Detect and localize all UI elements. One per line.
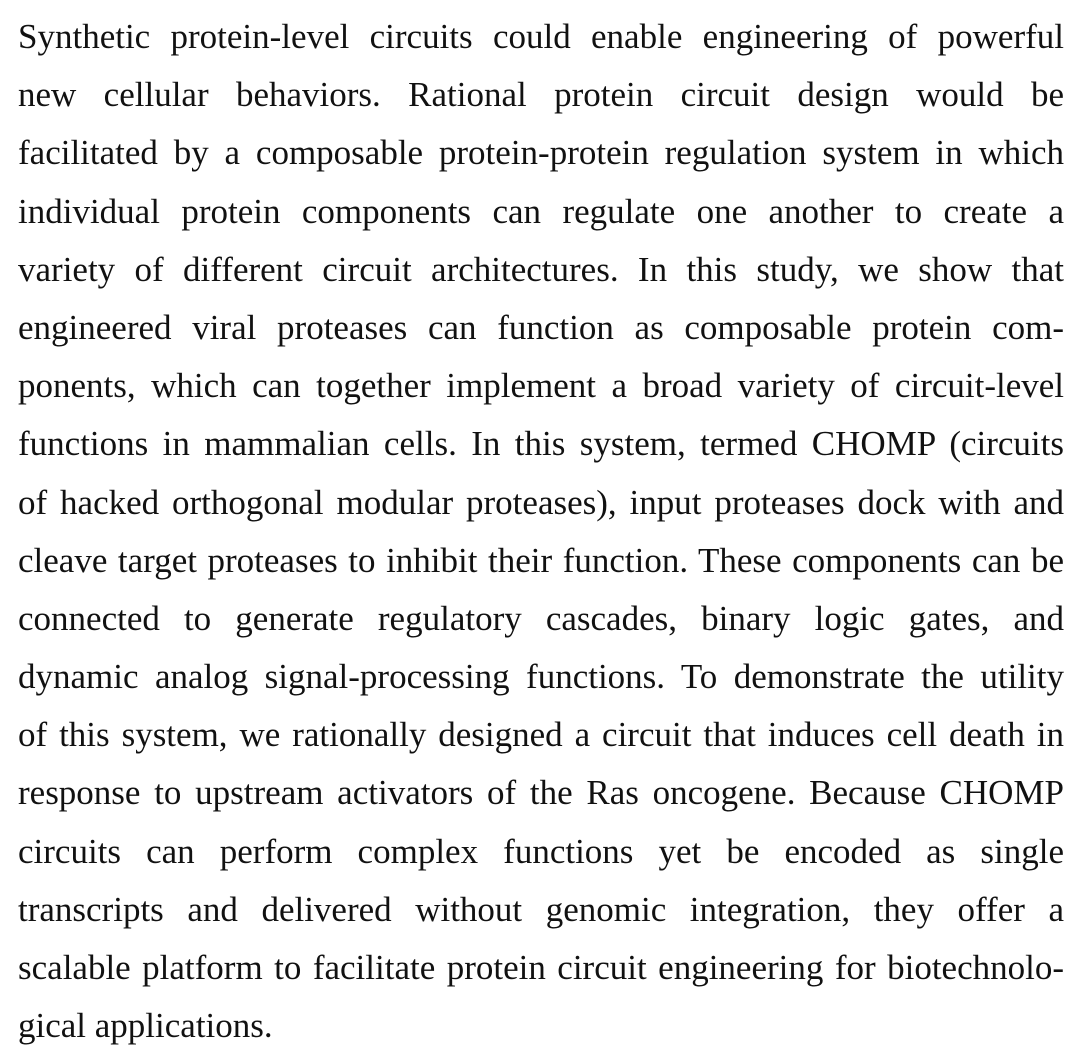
text-line-7: ponents, which can together implement a broad variety of circuit-level	[18, 366, 1064, 406]
text-line-17: scalable platform to facilitate protein circuit engineering for biotechnolo-	[18, 948, 1064, 987]
text-line-5: variety of different circuit architectures. In this study, we show that	[18, 249, 1064, 289]
text-line-11: connected to generate regulatory cascades, binary logic gates, and	[18, 598, 1064, 638]
text-line-18: gical applications.	[18, 1006, 273, 1046]
text-line-12: dynamic analog signal-processing functions. To demonstrate the utility	[18, 657, 1064, 697]
text-line-13: of this system, we rationally designed a circuit that induces cell death in	[18, 715, 1064, 755]
text-line-2: new cellular behaviors. Rational protein circuit design would be	[18, 75, 1064, 115]
text-line-1: Synthetic protein-level circuits could enable engineering of powerful	[18, 17, 1064, 56]
abstract-paragraph	[18, 8, 1064, 1055]
text-line-6: engineered viral proteases can function as composable protein com-	[18, 307, 1064, 347]
text-line-9: of hacked orthogonal modular proteases), input proteases dock with and	[18, 482, 1064, 522]
text-line-15: circuits can perform complex functions yet be encoded as single	[18, 831, 1064, 871]
text-line-4: individual protein components can regulate one another to create a	[18, 191, 1064, 231]
text-line-8: functions in mammalian cells. In this system, termed CHOMP (circuits	[18, 424, 1064, 464]
text-line-10: cleave target proteases to inhibit their function. These components can be	[18, 540, 1064, 580]
text-line-3: facilitated by a composable protein-protein regulation system in which	[18, 133, 1064, 173]
text-line-14: response to upstream activators of the Ras oncogene. Because CHOMP	[18, 773, 1064, 813]
text-line-16: transcripts and delivered without genomic integration, they offer a	[18, 889, 1064, 929]
